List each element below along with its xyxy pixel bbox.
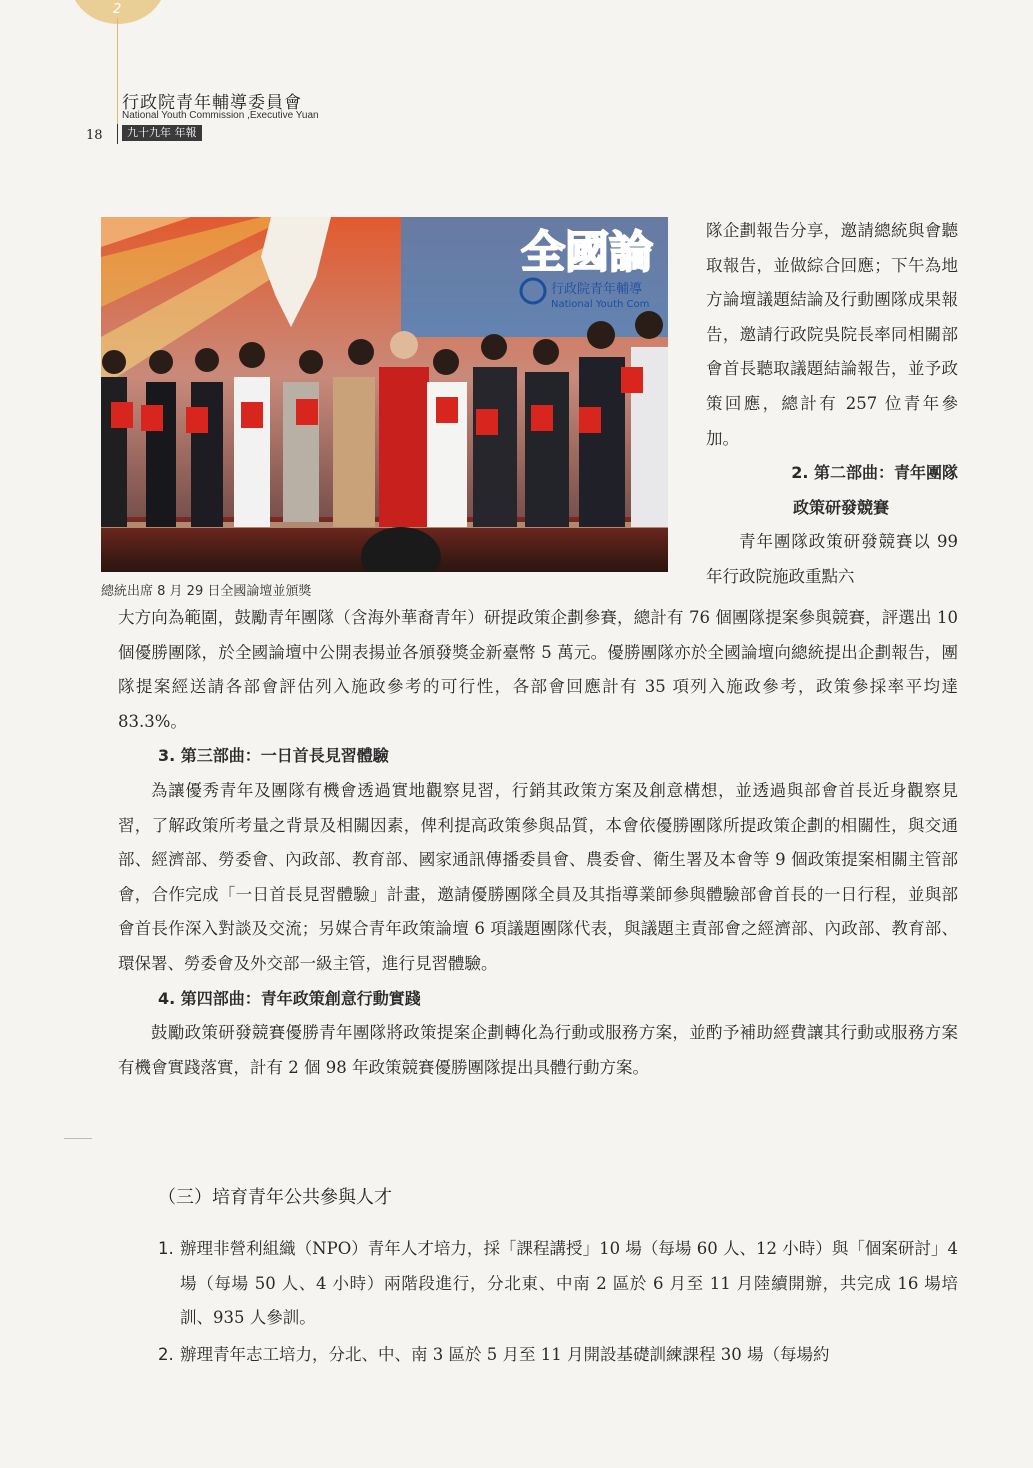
subsection-heading-4: 4. 第四部曲：青年政策創意行動實踐 [158,988,421,1008]
margin-mark [64,1138,92,1139]
list-item [158,1232,958,1336]
page-number: 18 [86,128,103,143]
subsection-heading-2-cont: 政策研發競賽 [792,497,889,517]
list-item-number: 2. [158,1344,174,1364]
side-paragraph: 隊企劃報告分享，邀請總統與會聽取報告，並做綜合回應；下午為地方論壇議題結論及行動團隊成果報告，邀請行政院吳院長率同相關部會首長聽取議題結論報告，並予政策回應，總計有 257 位青年參加。 [706,221,958,448]
main-body [118,601,958,1085]
body-paragraph: 為讓優秀青年及團隊有機會透過實地觀察見習，行銷其政策方案及創意構想，並透過與部會首長近身觀察見習，了解政策所考量之背景及相關因素，俾利提高政策參與品質，本會依優勝團隊所提政策企劃的相關性，與交通部、經濟部、勞委會、內政部、教育部、國家通訊傳播委員會、農委會、衛生署及本會等 9 個政策提案相關主管部會，合作完成「一日首長見習體驗」計畫，邀請優勝團隊全員及其指導業師參與體驗部會首長的一日行程，並與部會首長作深入對談及交流；另媒合青年政策論壇 6 項議題團隊代表，與議題主責部會之經濟部、內政部、教育部、環保署、勞委會及外交部一級主管，進行見習體驗。 [118,780,958,973]
photo-caption: 總統出席 8 月 29 日全國論壇並頒獎 [101,584,312,599]
body-paragraph: 大方向為範圍，鼓勵青年團隊（含海外華裔青年）研提政策企劃參賽，總計有 76 個團隊提案參與競賽，評選出 10 個優勝團隊，於全國論壇中公開表揚並各頒發獎金新臺幣 5 萬元。優勝團隊亦於全國論壇向總統提出企劃報告，團隊提案經送請各部會評估列入施政參考的可行性，各部會回應計有 35 項列入施政參考，政策參採率平均達 83.3%。 [118,608,958,731]
award-ceremony-photo [101,217,668,572]
org-name-english: National Youth Commission ,Executive Yuan [122,110,319,121]
section-heading: （三）培育青年公共參與人才 [158,1187,392,1208]
subsection-heading-3: 3. 第三部曲：一日首長見習體驗 [158,746,389,766]
report-year-badge: 九十九年 年報 [122,125,202,141]
photo-banner-org-zh: 行政院青年輔導 [551,282,643,297]
photo-banner-title: 全國論 [521,227,653,278]
header-divider-line-dark [117,124,118,144]
side-paragraph-2: 青年團隊政策研發競賽以 99 年行政院施政重點六 [706,532,958,586]
list-item-number: 1. [158,1239,174,1258]
header-divider-line [117,18,118,136]
body-paragraph: 鼓勵政策研發競賽優勝青年團隊將政策提案企劃轉化為行動或服務方案，並酌予補助經費讓其行動或服務方案有機會實踐落實，計有 2 個 98 年政策競賽優勝團隊提出具體行動方案。 [118,1023,958,1077]
side-column [706,214,958,595]
org-name-chinese: 行政院青年輔導委員會 [122,93,302,113]
section-tab-number: 2 [113,2,122,17]
list-item [158,1338,958,1373]
list-item-text: 辦理非營利組織（NPO）青年人才培力，採「課程講授」10 場（每場 60 人、12 小時）與「個案研討」4 場（每場 50 人、4 小時）兩階段進行，分北東、中南 2 區於 6 月至 11 月陸續開辦，共完成 16 場培訓、935 人參訓。 [180,1239,958,1328]
list-item-text: 辦理青年志工培力，分北、中、南 3 區於 5 月至 11 月開設基礎訓練課程 30 場（每場約 [180,1344,830,1364]
subsection-heading-2: 2. 第二部曲：青年團隊 [791,463,958,483]
numbered-list [158,1232,958,1374]
photo-banner-org-en: National Youth Com [551,299,650,310]
